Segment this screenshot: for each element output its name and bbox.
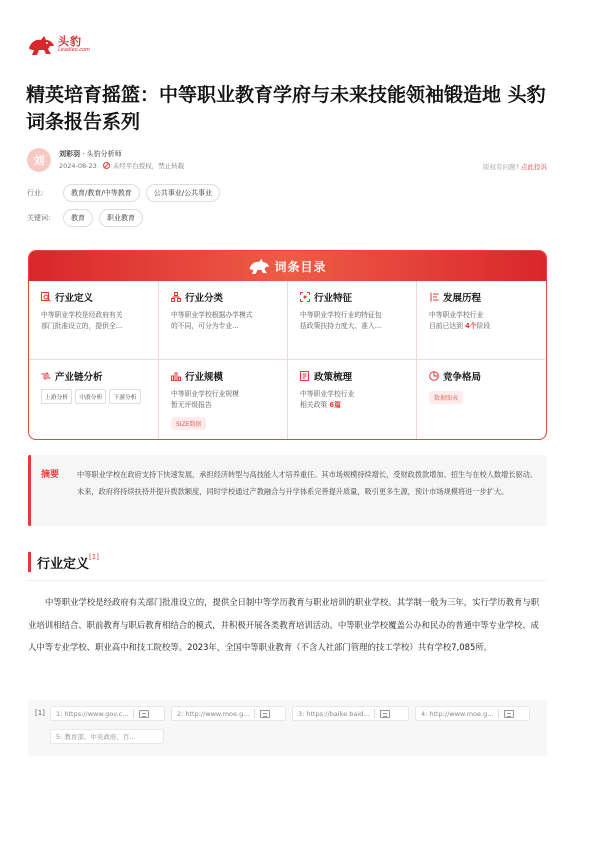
publish-date: 2024-08-23: [59, 161, 97, 170]
author-name[interactable]: 刘彩羽: [59, 150, 80, 158]
catalog-item-title: 行业定义: [55, 293, 94, 304]
section-title-text: 行业定义: [37, 557, 90, 572]
search-doc-icon: [41, 292, 51, 302]
reference-text: 2: http://www.moe.g...: [177, 709, 250, 718]
catalog-item-desc: 暂无评级报告: [171, 401, 212, 409]
leopard-logo-icon: [27, 34, 55, 56]
catalog-item-desc: 中等职业学校行业的特征包: [300, 311, 382, 319]
catalog-item-desc: 部门批准设立的，提供全...: [41, 322, 123, 330]
reference-text: 4: http://www.moe.g...: [421, 709, 494, 718]
summary-text: 中等职业学校在政府支持下快速发展，承担经济转型与高技能人才培养重任。其市场规模持续增长，受财政拨款增加、招生与在校人数增长驱动。未来，政府将持续扶持并提升拨款额度，同时学校通过产教融合与升学体系完善提升质量，吸引更多生源，预计市场规模将进一步扩大。: [77, 470, 538, 496]
chain-midstream[interactable]: 中游分析: [75, 389, 106, 404]
repost-notice: 未经平台授权，禁止转载: [112, 162, 185, 170]
catalog-box: [28, 250, 547, 440]
copyright-notice: [483, 162, 547, 171]
catalog-item-title: 政策梳理: [314, 372, 353, 383]
section-title: [37, 553, 99, 572]
catalog-item-desc: 的不同，可分为专业...: [171, 322, 239, 330]
catalog-item-policy[interactable]: [287, 359, 416, 440]
author-role: · 头豹分析师: [82, 150, 122, 158]
catalog-item-classification[interactable]: [158, 281, 287, 359]
catalog-item-title: 行业分类: [185, 293, 224, 304]
catalog-item-desc: 阶段: [476, 322, 491, 330]
size-data-chip[interactable]: SIZE数据: [171, 417, 206, 430]
industry-label: 行业:: [27, 189, 44, 197]
no-repost-icon: [103, 162, 110, 169]
reference-link[interactable]: [50, 706, 165, 721]
copy-icon[interactable]: [380, 710, 390, 718]
catalog-item-title: 发展历程: [443, 293, 482, 304]
catalog-item-title: 产业链分析: [55, 372, 103, 383]
hierarchy-icon: [171, 292, 181, 302]
brand-logo[interactable]: [27, 33, 90, 57]
section-accent-bar: [28, 552, 31, 572]
keyword-label: 关键词:: [27, 214, 51, 222]
industry-tag[interactable]: 公共事业/公共事业: [146, 184, 220, 202]
pie-icon: [429, 371, 439, 381]
chart-data-chip[interactable]: 数据图表: [429, 391, 463, 404]
catalog-item-desc: 相关政策: [300, 401, 330, 409]
reference-text: 3: https://baike.baid...: [298, 709, 370, 718]
policy-doc-icon: [300, 371, 310, 381]
catalog-item-desc: 中等职业学校根据办学模式: [171, 311, 253, 319]
reference-link[interactable]: [415, 706, 530, 721]
keyword-row: [27, 209, 149, 227]
summary-box: [28, 455, 547, 526]
summary-label: 摘要: [41, 470, 60, 480]
catalog-item-features[interactable]: [287, 281, 416, 359]
catalog-title: 词条目录: [274, 259, 327, 274]
copyright-question: 版权有问题?: [482, 163, 519, 171]
divider: [133, 709, 134, 718]
catalog-item-history[interactable]: [416, 281, 545, 359]
references-box: [28, 700, 547, 756]
catalog-item-desc: 中等职业学校行业规模: [171, 390, 239, 398]
industry-row: [27, 184, 226, 202]
chain-icon: [41, 371, 51, 381]
author-meta: [59, 161, 184, 170]
catalog-item-desc-line: [300, 400, 408, 411]
leopard-icon: [248, 257, 270, 275]
keyword-tag[interactable]: 教育: [63, 209, 93, 227]
catalog-item-competition[interactable]: [416, 359, 545, 440]
policy-count: 6篇: [329, 401, 341, 409]
reference-number: [1]: [35, 709, 45, 717]
reference-link[interactable]: [292, 706, 409, 721]
copy-icon[interactable]: [260, 710, 270, 718]
brand-name: 头豹: [58, 35, 82, 48]
brand-url: Leadleo.com: [58, 47, 90, 53]
report-link[interactable]: 点此投诉: [521, 163, 547, 171]
chain-upstream[interactable]: 上游分析: [41, 389, 72, 404]
chain-downstream[interactable]: 下游分析: [109, 389, 140, 404]
keyword-tag[interactable]: 职业教育: [99, 209, 143, 227]
catalog-item-desc: 中等职业学校行业: [300, 390, 355, 398]
industry-tag[interactable]: 教育/教育/中等教育: [63, 184, 140, 202]
reference-text: 5: 教育部、中央政府、百...: [56, 733, 136, 741]
divider: [498, 709, 499, 718]
catalog-item-definition[interactable]: [29, 281, 158, 359]
catalog-item-scale[interactable]: [158, 359, 287, 440]
focus-icon: [300, 292, 310, 302]
catalog-item-desc-line: [429, 321, 537, 332]
catalog-item-desc: 中等职业学校行业: [429, 311, 484, 319]
catalog-item-desc: 括政策扶持力度大、准入...: [300, 322, 382, 330]
section-divider: [28, 580, 547, 581]
author-row: [27, 148, 547, 174]
divider: [254, 709, 255, 718]
avatar: 刘: [27, 148, 51, 172]
copy-icon[interactable]: [504, 710, 514, 718]
catalog-item-title: 行业特征: [314, 293, 353, 304]
reference-link[interactable]: [171, 706, 286, 721]
page-title: 精英培育摇篮：中等职业教育学府与未来技能领袖锻造地 头豹词条报告系列: [26, 84, 546, 133]
catalog-item-desc: 中等职业学校是经政府有关: [41, 311, 123, 319]
catalog-item-title: 竞争格局: [443, 372, 482, 383]
stage-count: 4个: [465, 322, 477, 330]
catalog-item-title: 行业规模: [185, 372, 224, 383]
catalog-header: [29, 251, 546, 281]
divider: [374, 709, 375, 718]
catalog-item-desc: 目前已达到: [429, 322, 466, 330]
author-name-line: [59, 149, 122, 159]
chain-tags: [41, 389, 158, 404]
reference-text: 1: https://www.gov.c...: [56, 709, 129, 718]
catalog-item-industry-chain[interactable]: [29, 359, 158, 440]
bar-chart-icon: [171, 371, 181, 381]
copy-icon[interactable]: [139, 710, 149, 718]
timeline-icon: [429, 292, 439, 302]
reference-link[interactable]: [50, 729, 164, 744]
section-paragraph: 中等职业学校是经政府有关部门批准设立的，提供全日制中等学历教育与职业培训的职业学校。其学制一般为三年，实行学历教育与职业培训相结合、职前教育与职后教育相结合的模式，并积极开展各类教育培训活动。中等职业学校覆盖公办和民办的普通中等专业学校、成人中等专业学校、职业高中和技工院校等。2023年，全国中等职业教育（不含人社部门管理的技工学校）共有学校7,085所。: [28, 597, 540, 652]
section-footnote-ref[interactable]: [1]: [89, 553, 99, 561]
